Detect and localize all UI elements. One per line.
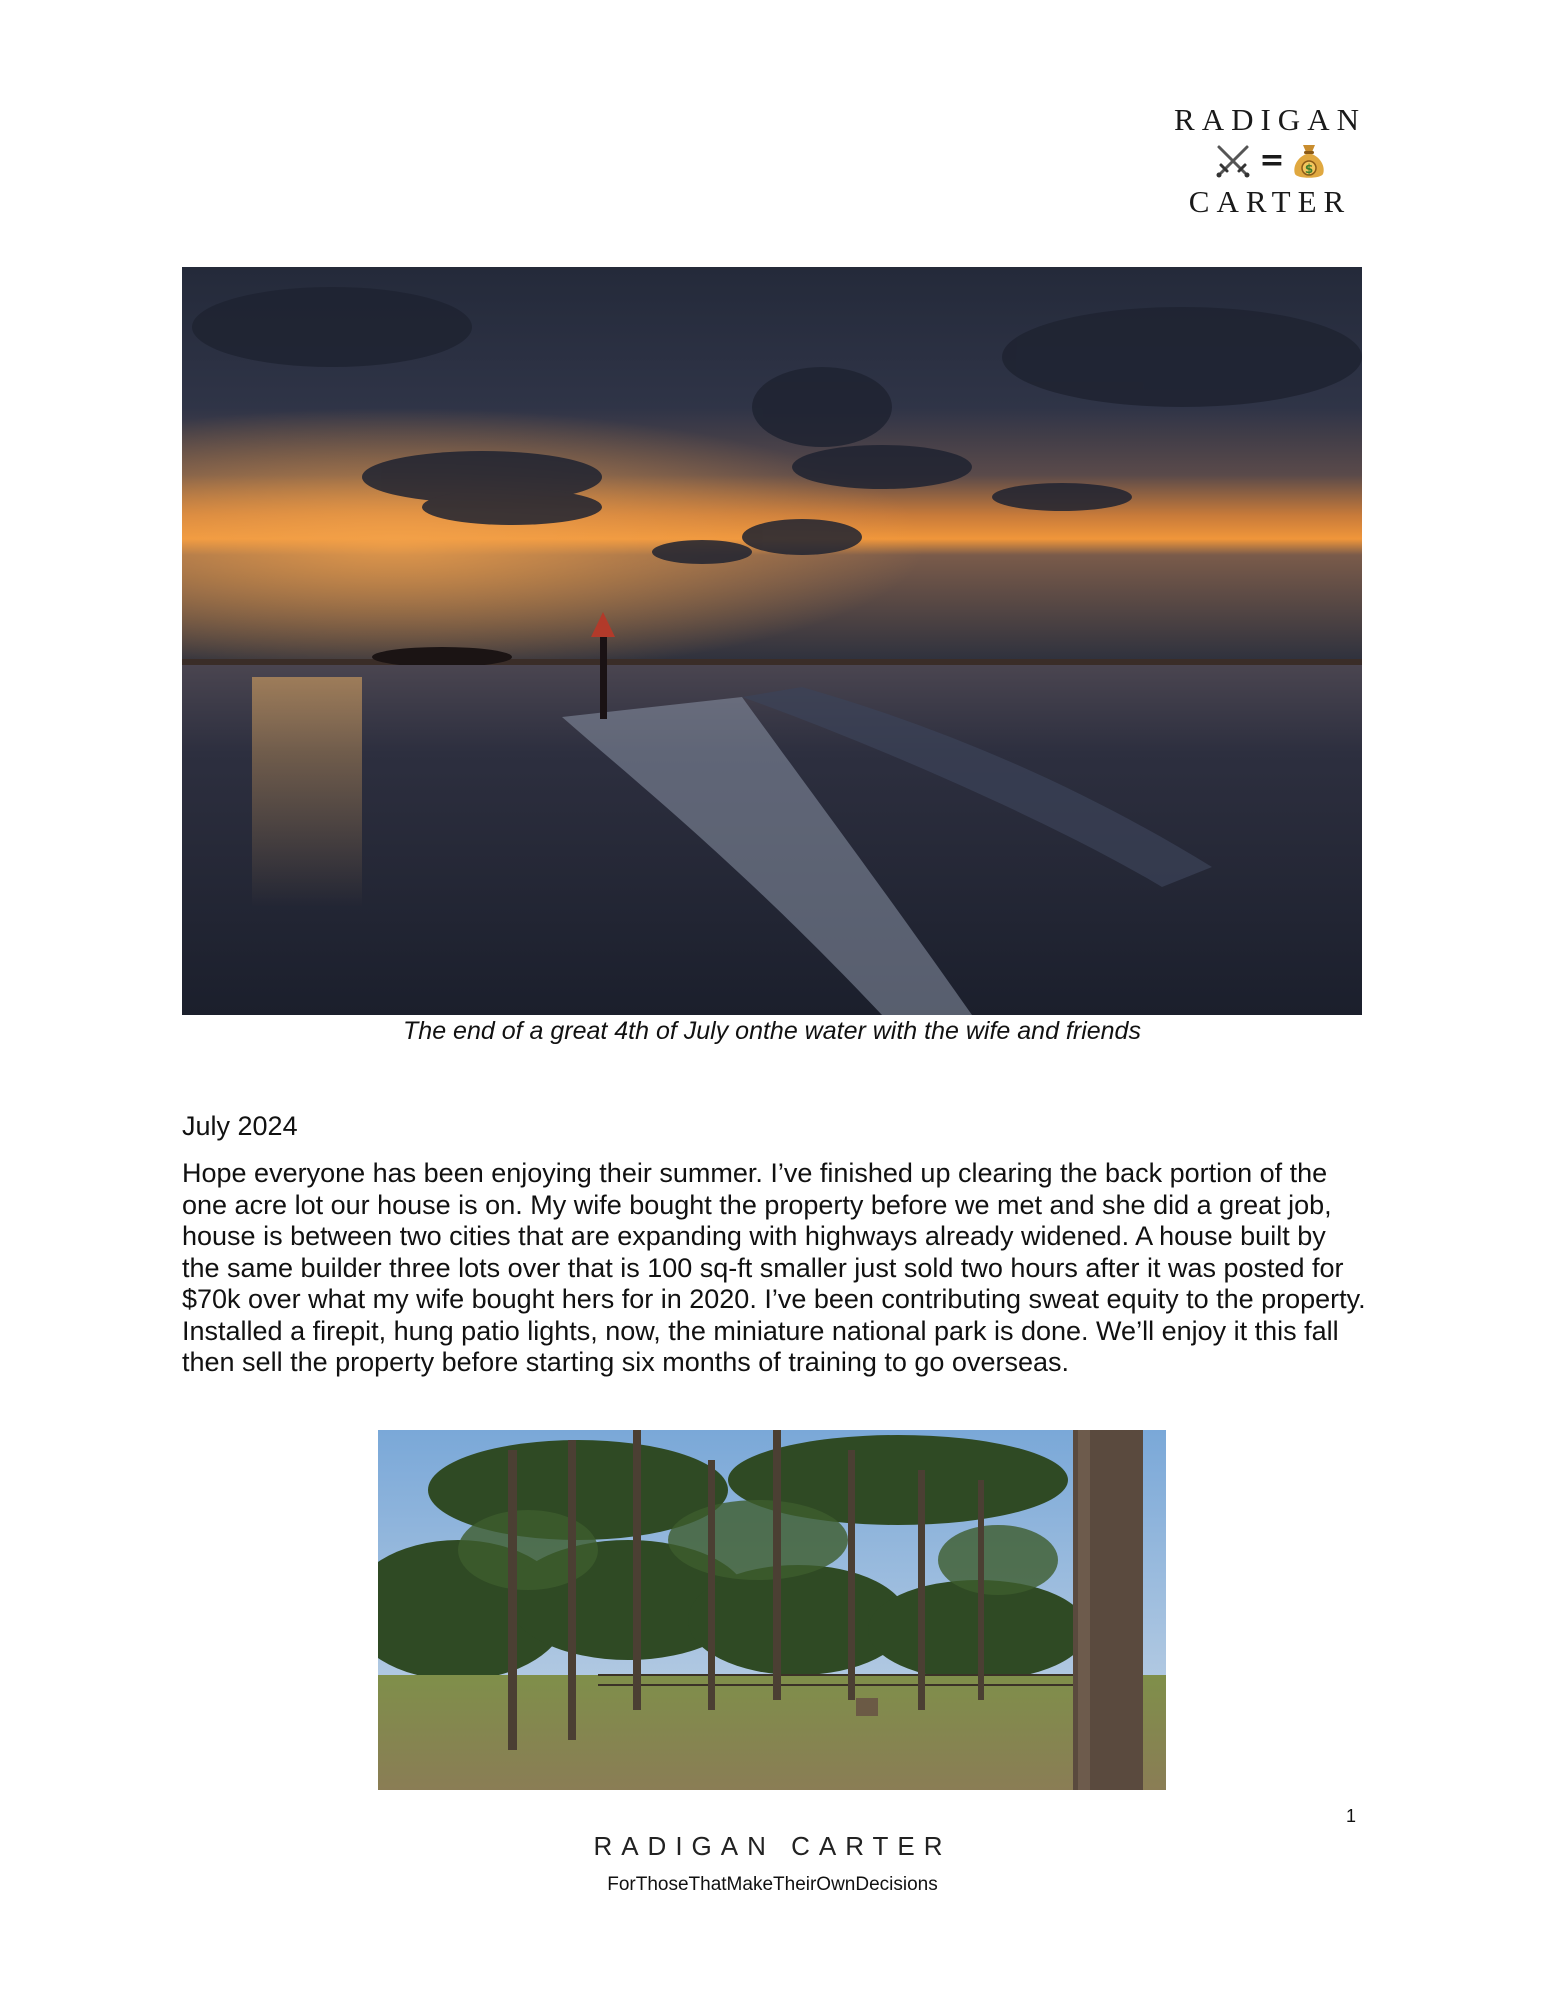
- brand-logo: [1130, 100, 1410, 222]
- article-body: Hope everyone has been enjoying their summer. I’ve finished up clearing the back portion of the one acre lot our house is on. My wife bought the property before we met and she did a great job, house is between two cities that are expanding with highways already widened. A house built by the same builder three lots over that is 100 sq-ft smaller just sold two hours after it was posted for $70k over what my wife bought hers for in 2020. I’ve been contributing sweat equity to the property. Installed a firepit, hung patio lights, now, the miniature national park is done. We’ll enjoy it this fall then sell the property before starting six months of training to go overseas.: [182, 1158, 1366, 1377]
- svg-text:$: $: [1304, 162, 1313, 176]
- money-bag-icon: [1291, 141, 1327, 181]
- logo-equals-sign: =: [1259, 143, 1285, 178]
- article-date: July 2024: [182, 1111, 298, 1141]
- logo-emblem: [1130, 140, 1410, 182]
- footer-tagline: ForThoseThatMakeTheirOwnDecisions: [607, 1874, 938, 1895]
- hero-photo-sunset-boat-wake: [182, 267, 1362, 1015]
- crossed-swords-icon: [1213, 141, 1253, 181]
- page-number: 1: [1346, 1806, 1357, 1826]
- logo-line-radigan: RADIGAN: [1174, 102, 1366, 137]
- logo-line-carter: CARTER: [1188, 184, 1352, 219]
- footer-brand: RADIGAN CARTER: [593, 1831, 952, 1861]
- hero-photo-caption: The end of a great 4th of July onthe water with the wife and friends: [403, 1017, 1141, 1045]
- yard-photo-cleared-lot: [378, 1430, 1166, 1790]
